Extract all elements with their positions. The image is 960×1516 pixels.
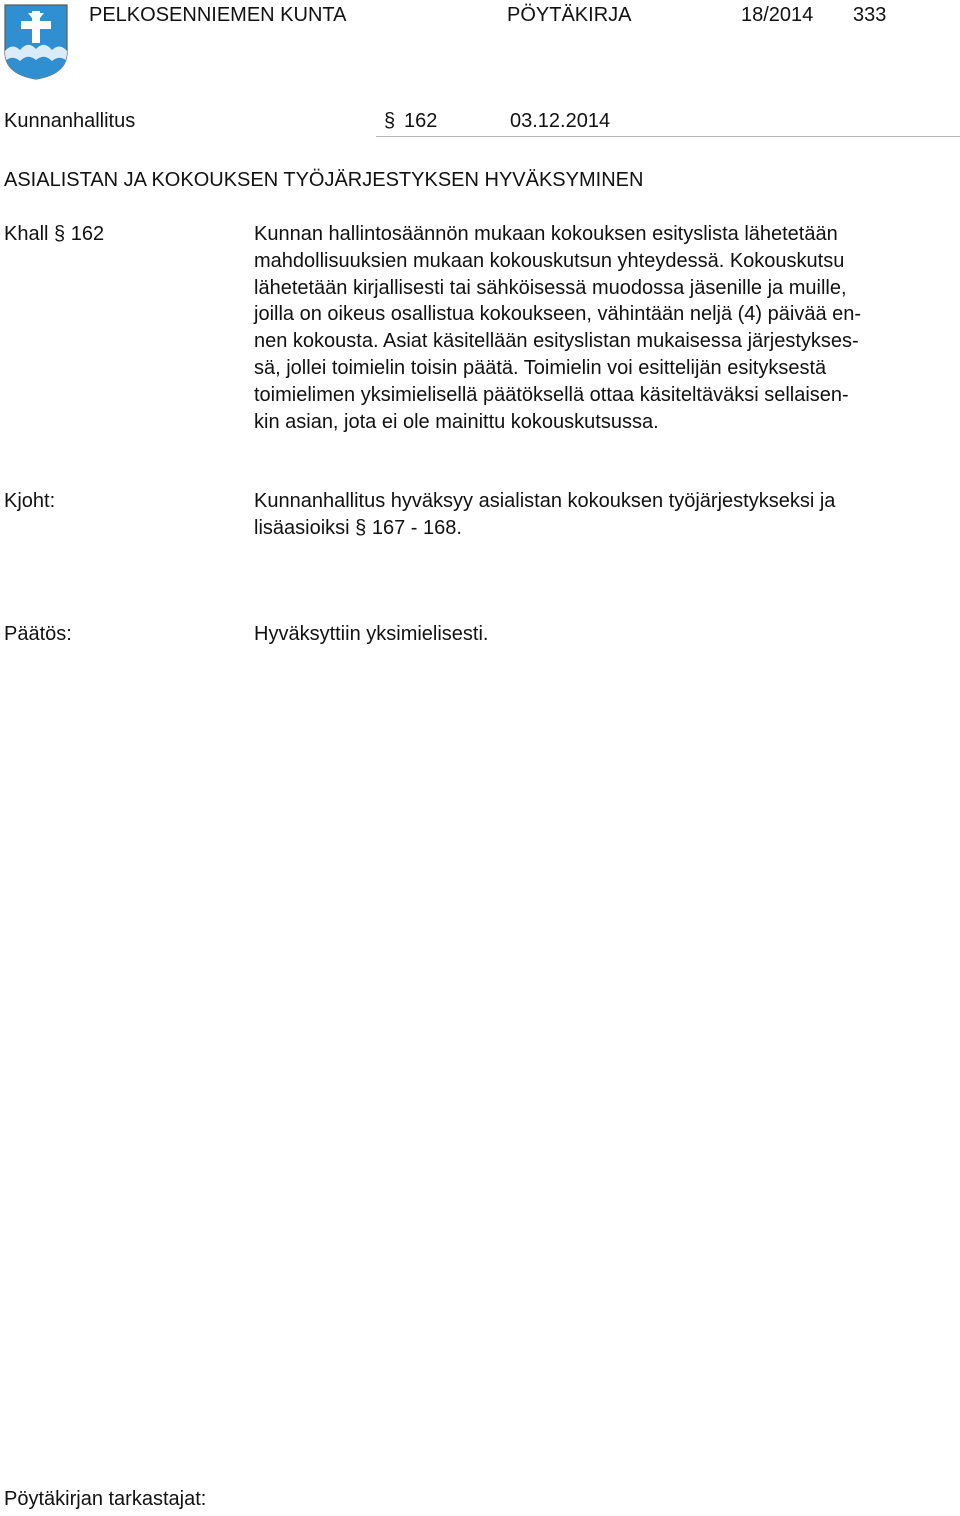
municipality-name: PELKOSENNIEMEN KUNTA [89, 4, 347, 26]
section-title: ASIALISTAN JA KOKOUKSEN TYÖJÄRJESTYKSEN HYVÄKSYMINEN [4, 169, 644, 191]
page-number: 333 [853, 4, 887, 26]
municipal-coat-of-arms [4, 4, 68, 80]
paragraph-line: kin asian, jota ei ole mainittu kokouskutsussa. [254, 410, 659, 433]
header-divider [376, 136, 960, 137]
khall-label [4, 223, 104, 246]
document-type: PÖYTÄKIRJA [507, 4, 632, 26]
khall-paragraph [254, 221, 954, 435]
footer-signature-label: Pöytäkirjan tarkastajat: [4, 1488, 207, 1510]
kjoht-line2-suffix: 167 - 168. [371, 516, 462, 539]
paragraph-line: Kunnanhallitus hyväksyy asialistan kokouksen työjärjestykseksi ja [254, 490, 836, 512]
paragraph-line: nen kokousta. Asiat käsitellään esityslistan mukaisessa järjestykses- [254, 330, 859, 353]
paragraph-line: toimielimen yksimielisellä päätöksellä ottaa käsiteltäväksi sellaisen- [254, 383, 849, 406]
paatos-text: Hyväksyttiin yksimielisesti. [254, 623, 489, 645]
meeting-date: 03.12.2014 [510, 110, 611, 132]
khall-section-symbol: § [54, 223, 66, 245]
kjoht-line2-prefix: lisäasioiksi [254, 516, 350, 539]
paragraph-line: joilla on oikeus osallistua kokoukseen, vähintään neljä (4) päivää en- [254, 303, 862, 326]
paatos-label: Päätös: [4, 623, 72, 645]
khall-label-text: Khall [4, 223, 49, 245]
paragraph-line: sä, jollei toimielin toisin päätä. Toimielin voi esittelijän esityksestä [254, 356, 827, 379]
issue-number: 18/2014 [741, 4, 814, 26]
khall-section-number: 162 [70, 223, 105, 245]
paragraph-line: mahdollisuuksien mukaan kokouskutsun yhteydessä. Kokouskutsu [254, 249, 845, 272]
paragraph-line: lähetetään kirjallisesti tai sähköisessä muodossa jäsenille ja muille, [254, 276, 847, 299]
paragraph-line: Kunnan hallintosäännön mukaan kokouksen esityslista lähetetään [254, 223, 838, 245]
kjoht-label: Kjoht: [4, 490, 56, 512]
kjoht-paragraph [254, 488, 954, 542]
paragraph-line [254, 515, 954, 542]
kjoht-section-symbol: § [355, 516, 367, 539]
section-number: 162 [404, 110, 438, 132]
governing-body: Kunnanhallitus [4, 110, 136, 132]
section-symbol: § [384, 110, 396, 132]
